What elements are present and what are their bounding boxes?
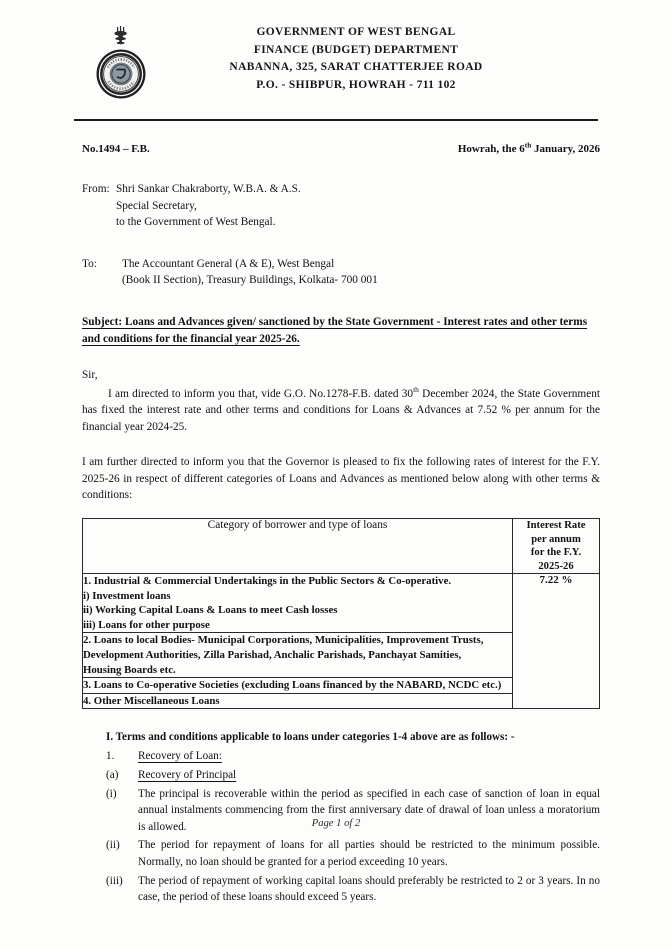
rate-header-line-3: for the F.Y. [530, 547, 582, 559]
category-4-line-1: 4. Other Miscellaneous Loans [83, 694, 220, 707]
category-1-line-1: 1. Industrial & Commercial Undertakings in the Public Sectors & Co-operative. [83, 575, 452, 588]
from-line-3: to the Government of West Bengal. [116, 216, 276, 228]
table-row [83, 574, 600, 633]
category-1-line-3: ii) Working Capital Loans & Loans to meet Cash losses [83, 604, 338, 617]
terms-item-1-marker: 1. [106, 750, 115, 763]
from-line-2: Special Secretary, [116, 199, 197, 212]
letterhead-line-4: P.O. - SHIBPUR, HOWRAH - 711 102 [256, 78, 456, 91]
terms-item-5-text: The period of repayment of working capital loans should preferably be restricted to 2 or 3 years. In no case, the period of these loans should exceed 5 years. [138, 874, 600, 904]
terms-title: I. Terms and conditions applicable to loans under categories 1-4 above are as follows: - [106, 731, 515, 744]
table-header-row [83, 519, 600, 574]
paragraph-1-ordinal: th [413, 384, 419, 394]
reference-date-ordinal: th [524, 141, 532, 150]
from-label: From: [82, 183, 110, 195]
category-cell-2 [83, 633, 513, 678]
column-header-interest-rate [513, 519, 600, 574]
category-1-line-2: i) Investment loans [83, 589, 171, 602]
category-cell-4 [83, 693, 513, 709]
terms-item-3-text: The principal is recoverable within the period as specified in each case of sanction of loan in equal annual instalments commencing from the first anniversary date of drawal of loan unless a moratorium is allowed. [138, 787, 600, 833]
letterhead-line-2: FINANCE (BUDGET) DEPARTMENT [253, 43, 459, 56]
list-item [106, 873, 600, 906]
letterhead [0, 0, 672, 92]
category-2-line-3: Housing Boards etc. [83, 663, 176, 676]
terms-item-2-text: Recovery of Principal [138, 769, 237, 781]
category-2-line-1: 2. Loans to local Bodies- Municipal Corporations, Municipalities, Improvement Trusts, [83, 634, 484, 647]
document-body [82, 143, 600, 906]
reference-line [82, 143, 600, 155]
terms-item-4-text: The period for repayment of loans for all parties should be restricted to the minimum possible. Normally, no loan should be granted for a period exceeding 10 years. [138, 839, 600, 868]
terms-item-3-marker: (i) [106, 787, 117, 800]
interest-rate-value: 7.22 % [513, 574, 600, 709]
letterhead-line-1: GOVERNMENT OF WEST BENGAL [256, 26, 456, 38]
from-block [82, 181, 600, 231]
interest-rate-table [82, 518, 600, 709]
list-item [106, 837, 600, 870]
paragraph-2: I am further directed to inform you that the Governor is pleased to fix the following rates of interest for the F.Y. 2025-26 in respect of different categories of Loans and Advances as mentioned below along with other terms & conditions: [82, 456, 600, 502]
category-cell-1 [83, 574, 513, 633]
list-item [106, 767, 600, 784]
reference-date [458, 143, 600, 155]
column-header-category: Category of borrower and type of loans [83, 519, 513, 574]
header-divider [74, 119, 598, 121]
salutation: Sir, [82, 368, 98, 381]
subject-line: Subject: Loans and Advances given/ sanctioned by the State Government - Interest rates and other terms and conditions for the financial year 2025-26. [82, 315, 588, 345]
reference-date-rest: January, 2026 [531, 143, 600, 155]
terms-item-1-text: Recovery of Loan: [138, 750, 222, 763]
rate-header-line-2: per annum [531, 533, 581, 545]
paragraph-1-part-b: December 2024, the State Government has fixed the interest rate and other terms and conditions for Loans & Advances at 7.52 % per annum for the financial year 2024-25. [82, 387, 600, 433]
paragraph-1-part-a: I am directed to inform you that, vide G.O. No.1278-F.B. dated 30 [108, 387, 414, 400]
category-cell-3 [83, 678, 513, 694]
rate-header-line-4: 2025-26 [538, 560, 574, 572]
terms-item-2-marker: (a) [106, 769, 119, 781]
rate-header-line-1: Interest Rate [526, 520, 586, 532]
from-line-1: Shri Sankar Chakraborty, W.B.A. & A.S. [116, 183, 301, 195]
terms-item-4-marker: (ii) [106, 839, 120, 852]
to-block [82, 256, 600, 289]
paragraph-1 [82, 386, 600, 436]
reference-number: No.1494 – F.B. [82, 143, 150, 155]
to-line-1: The Accountant General (A & E), West Bengal [122, 257, 335, 270]
reference-date-place: Howrah, the 6 [457, 143, 525, 155]
terms-item-5-marker: (iii) [106, 874, 123, 887]
letterhead-line-3: NABANNA, 325, SARAT CHATTERJEE ROAD [229, 61, 483, 73]
list-item [106, 748, 600, 765]
west-bengal-government-seal-icon [88, 24, 154, 108]
to-line-2: (Book II Section), Treasury Buildings, Kolkata- 700 001 [122, 274, 378, 286]
category-1-line-4: iii) Loans for other purpose [83, 618, 210, 631]
to-label: To: [82, 257, 97, 270]
page-footer: Page 1 of 2 [311, 818, 361, 829]
category-2-line-2: Development Authorities, Zilla Parishad, Anchalic Parishads, Panchayat Samities, [83, 649, 462, 662]
category-3-line-1: 3. Loans to Co-operative Societies (excluding Loans financed by the NABARD, NCDC etc.) [83, 679, 502, 692]
